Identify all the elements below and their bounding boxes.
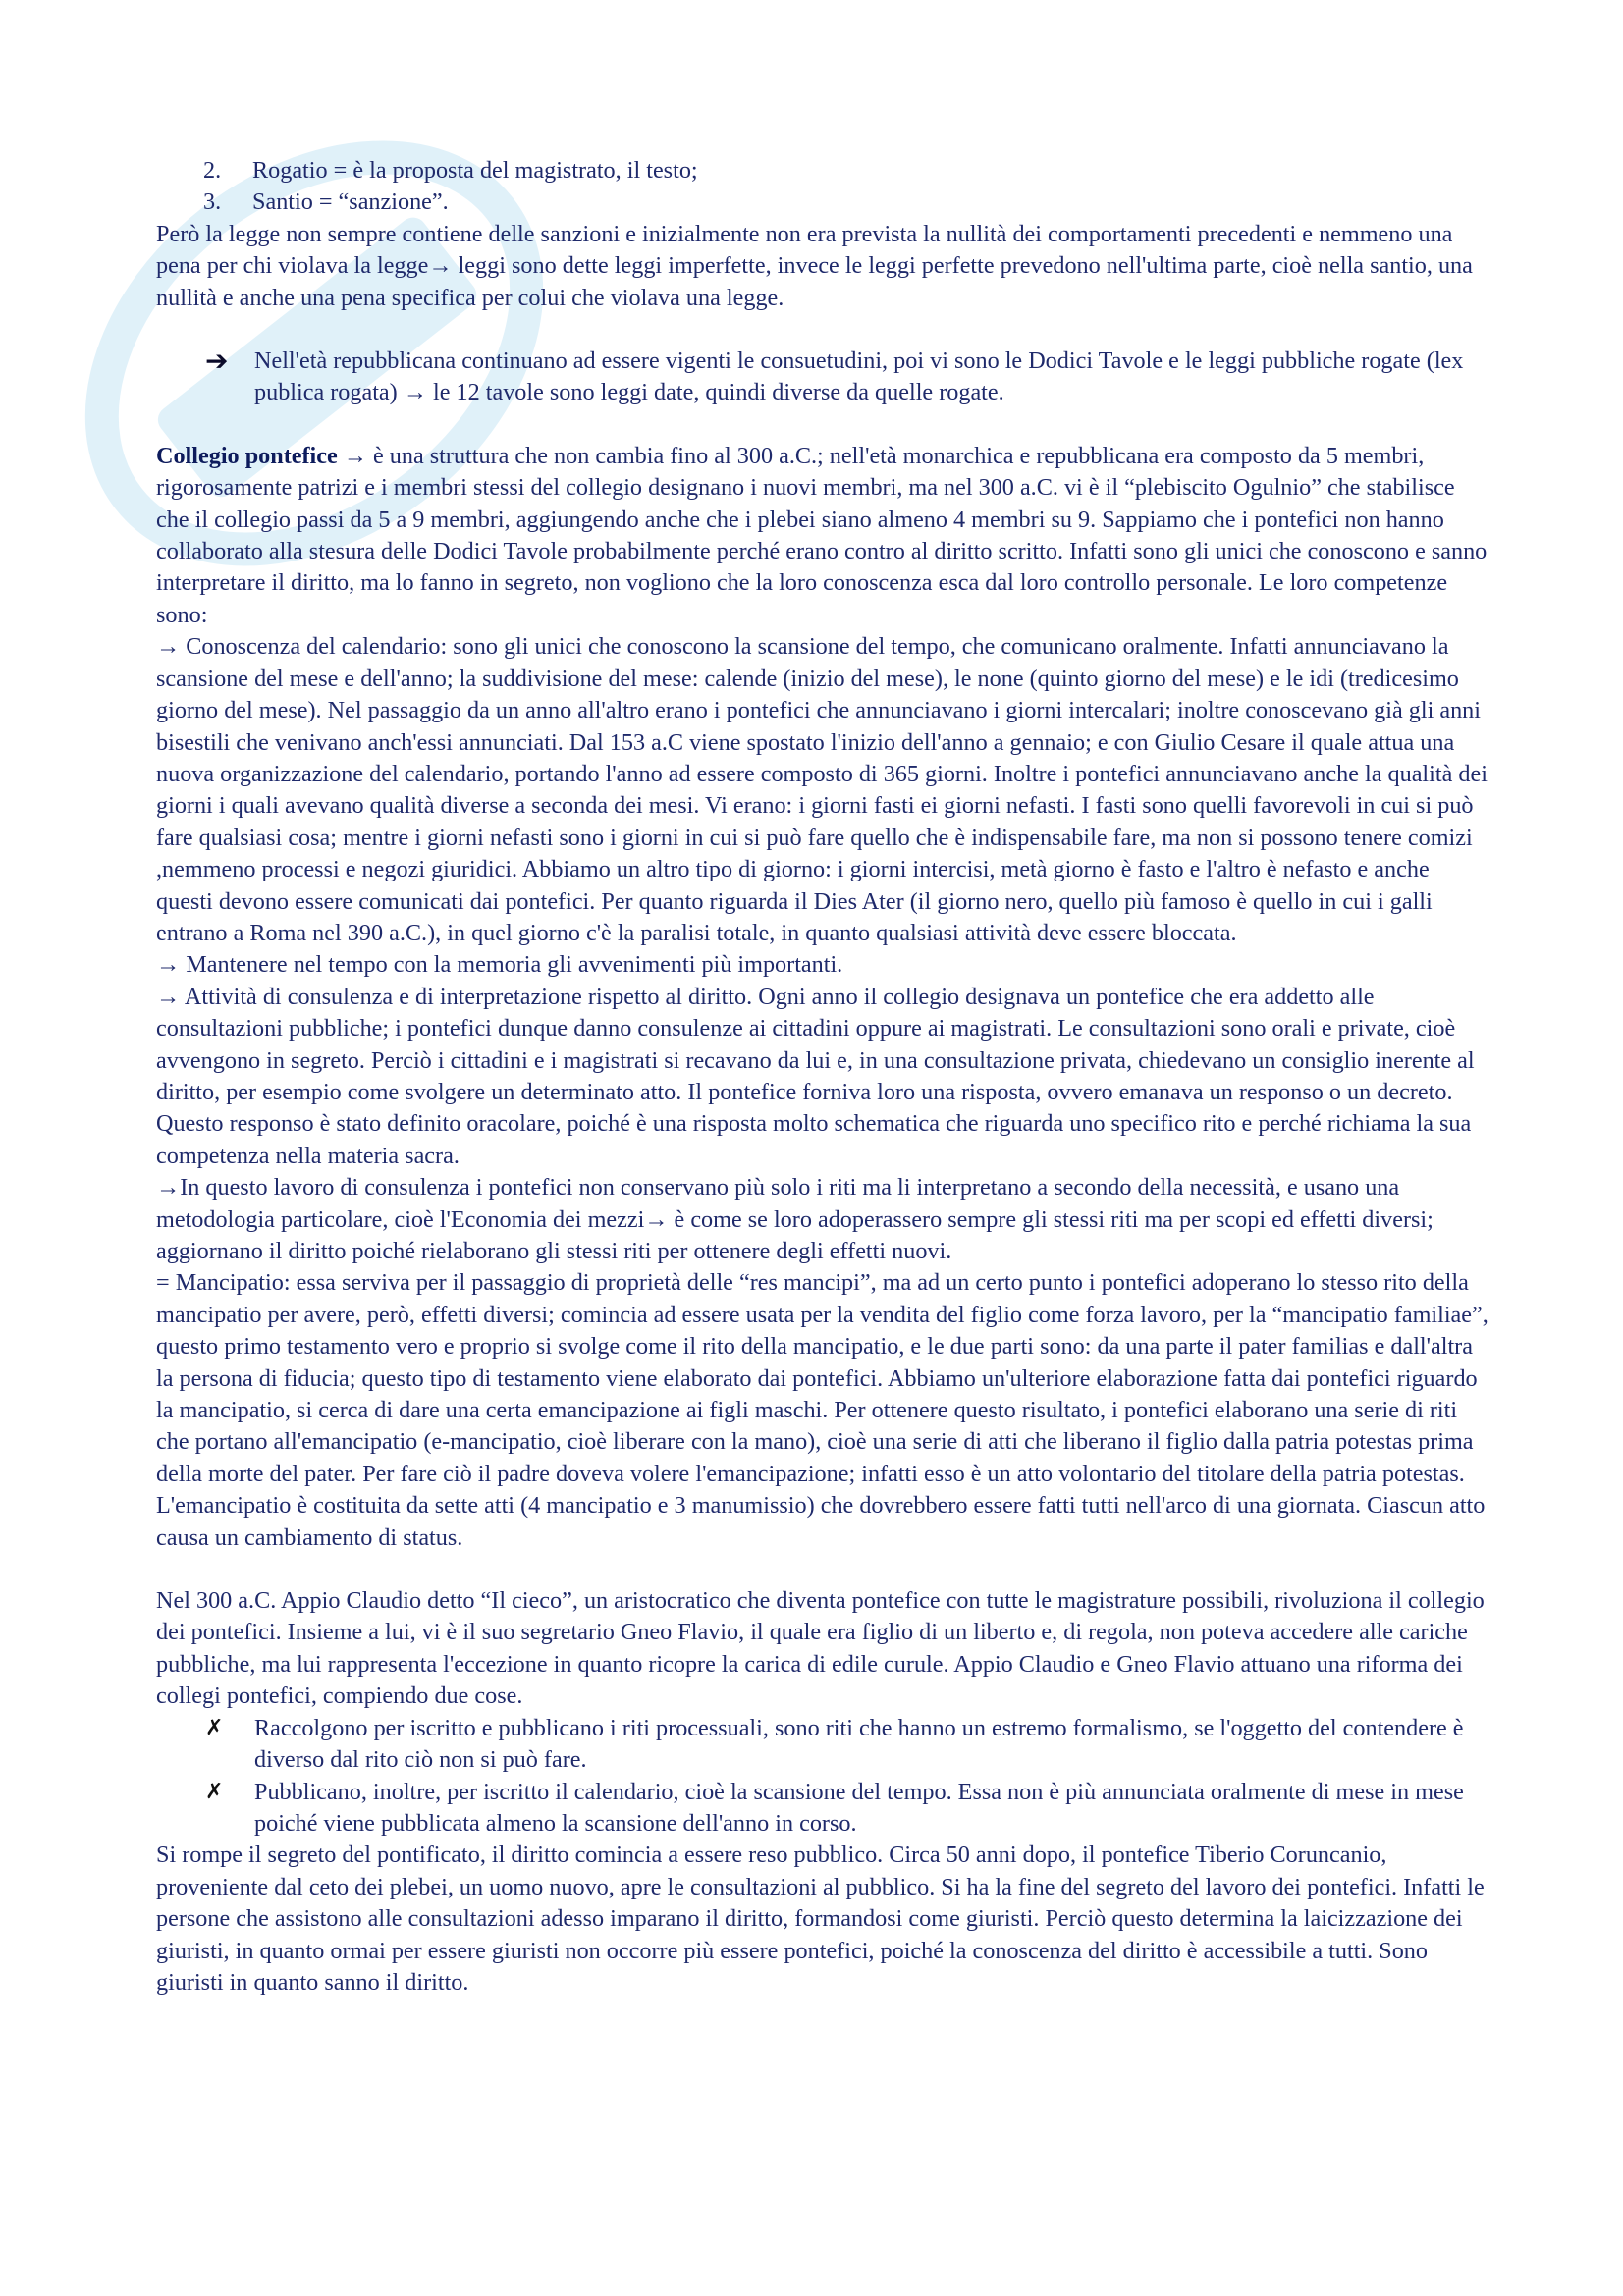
list-number: 3.: [203, 188, 222, 216]
x-bullet-text: Pubblicano, inoltre, per iscritto il calendario, cioè la scansione del tempo. Essa non è più annunciata oralmente di mese in mese poiché viene pubblicata almeno la scansione dell'anno in corso.: [254, 1778, 1464, 1837]
list-item: [156, 187, 1491, 218]
arrow-bullet-item: [205, 346, 1491, 409]
paragraph-memoria: → Mantenere nel tempo con la memoria gli avvenimenti più importanti.: [156, 951, 843, 979]
cross-mark-icon: ✗: [205, 1715, 224, 1740]
x-bullet-item: [205, 1713, 1491, 1777]
document-body: [156, 155, 1491, 1999]
list-text: Rogatio = è la proposta del magistrato, il testo;: [252, 157, 698, 184]
list-item: [156, 155, 1491, 187]
paragraph-leggi: Però la legge non sempre contiene delle sanzioni e inizialmente non era prevista la nullità dei comportamenti precedenti e nemmeno una pena per chi violava la legge→ leggi sono dette leggi imperfette, invece le leggi perfette prevedono nell'ultima parte, cioè nella santio, una nullità e anche una pena specifica per colui che violava una legge.: [156, 220, 1473, 311]
paragraph-collegio: [156, 441, 1491, 631]
paragraph-final: Si rompe il segreto del pontificato, il diritto comincia a essere reso pubblico. Circa 50 anni dopo, il pontefice Tiberio Coruncanio, proveniente dal ceto dei plebei, un uomo nuovo, apre le consultazioni al pubblico. Si ha la fine del segreto del lavoro dei pontefici. Infatti le persone che assistono alle consultazioni adesso imparano il diritto, formandosi come giuristi. Perciò questo determina la laicizzazione dei giuristi, in quanto ormai per essere giuristi non occorre più essere pontefici, poiché la conoscenza del diritto è accessibile a tutti. Sono giuristi in quanto sanno il diritto.: [156, 1842, 1485, 1996]
x-bullet-text: Raccolgono per iscritto e pubblicano i riti processuali, sono riti che hanno un estremo formalismo, se l'oggetto del contendere è diverso dal rito ciò non si può fare.: [254, 1714, 1464, 1774]
section-term: Collegio pontefice: [156, 442, 338, 469]
paragraph-appio: Nel 300 a.C. Appio Claudio detto “Il cieco”, un aristocratico che diventa pontefice con tutte le magistrature possibili, rivoluziona il collegio dei pontefici. Insieme a lui, vi è il suo segretario Gneo Flavio, il quale era figlio di un liberto e, di regola, non poteva accedere alle cariche pubbliche, ma lui rappresenta l'eccezione in quanto ricopre la carica di edile curule. Appio Claudio e Gneo Flavio attuano una riforma dei collegi pontefici, compiendo due cose.: [156, 1587, 1485, 1710]
arrow-bullet-text: Nell'età repubblicana continuano ad essere vigenti le consuetudini, poi vi sono le Dodici Tavole e le leggi pubbliche rogate (lex publica rogata) → le 12 tavole sono leggi date, quindi diverse da quelle rogate.: [254, 347, 1464, 406]
paragraph-calendario: → Conoscenza del calendario: sono gli unici che conoscono la scansione del tempo, che comunicano oralmente. Infatti annunciavano la scansione del mese e dell'anno; la suddivisione del mese: calende (inizio del mese), le none (quinto giorno del mese) e le idi (tredicesimo giorno del mese). Nel passaggio da un anno all'altro erano i pontefici che annunciavano i giorni intercalari; inoltre conoscevano già gli anni bisestili che venivano anch'essi annunciati. Dal 153 a.C viene spostato l'inizio dell'anno a gennaio; e con Giulio Cesare il quale attua una nuova organizzazione del calendario, portando l'anno ad essere composto di 365 giorni. Inoltre i pontefici annunciavano anche la qualità dei giorni i quali avevano qualità diverse a seconda dei mesi. Vi erano: i giorni fasti ei giorni nefasti. I fasti sono quelli favorevoli in cui si può fare qualsiasi cosa; mentre i giorni nefasti sono i giorni in cui si può fare quello che è indispensabile fare, ma non si possono tenere comizi ,nemmeno processi e negozi giuridici. Abbiamo un altro tipo di giorno: i giorni intercisi, metà giorno è fasto e l'altro è nefasto e anche questi devono essere comunicati dai pontefici. Per quanto riguarda il Dies Ater (il giorno nero, quello più famoso è quello in cui i galli entrano a Roma nel 390 a.C.), in quel giorno c'è la paralisi totale, in quanto qualsiasi attività deve essere bloccata.: [156, 633, 1488, 946]
paragraph-lavoro: →In questo lavoro di consulenza i pontefici non conservano più solo i riti ma li interpretano a secondo della necessità, e usano una metodologia particolare, cioè l'Economia dei mezzi→ è come se loro adoperassero sempre gli stessi riti ma per scopi ed effetti diversi; aggiornano il diritto poiché rielaborano gli stessi riti per ottenere degli effetti nuovi.: [156, 1174, 1434, 1264]
collegio-intro: → è una struttura che non cambia fino al 300 a.C.; nell'età monarchica e repubblicana era composto da 5 membri, rigorosamente patrizi e i membri stessi del collegio designano i nuovi membri, ma nel 300 a.C. vi è il “plebiscito Ogulnio” che stabilisce che il collegio passi da 5 a 9 membri, aggiungendo anche che i plebei siano almeno 4 membri su 9. Sappiamo che i pontefici non hanno collaborato alla stesura delle Dodici Tavole probabilmente perché erano contro al diritto scritto. Infatti sono gli unici che conoscono e sanno interpretare il diritto, ma lo fanno in segreto, non vogliono che la loro conoscenza esca dal loro controllo personale. Le loro competenze sono:: [156, 442, 1488, 628]
numbered-list: [156, 155, 1491, 219]
list-text: Santio = “sanzione”.: [252, 188, 449, 216]
paragraph-consulenza: → Attività di consulenza e di interpretazione rispetto al diritto. Ogni anno il collegio designava un pontefice che era addetto alle consultazioni pubbliche; i pontefici dunque danno consulenze ai cittadini oppure ai magistrati. Le consultazioni sono orali e private, cioè avvengono in segreto. Perciò i cittadini e i magistrati si recavano da lui e, in una consultazione privata, chiedevano un consiglio inerente al diritto, per esempio come svolgere un determinato atto. Il pontefice forniva loro una risposta, ovvero emanava un responso o un decreto. Questo responso è stato definito oracolare, poiché è una risposta molto schematica che riguarda uno specifico rito e perché richiama la sua competenza nella materia sacra.: [156, 983, 1475, 1169]
x-bullet-item: [205, 1777, 1491, 1841]
arrow-right-icon: ➔: [205, 345, 229, 378]
paragraph-mancipatio: = Mancipatio: essa serviva per il passaggio di proprietà delle “res mancipi”, ma ad un certo punto i pontefici adoperano lo stesso rito della mancipatio per avere, però, effetti diversi; comincia ad essere usata per la vendita del figlio come forza lavoro, per la “mancipatio familiae”, questo primo testamento vero e proprio si svolge come il rito della mancipatio, e le due parti sono: da una parte il pater familias e dall'altra la persona di fiducia; questo tipo di testamento viene elaborato dai pontefici. Abbiamo un'ulteriore elaborazione fatta dai pontefici riguardo la mancipatio, si cerca di dare una certa emancipazione ai figli maschi. Per ottenere questo risultato, i pontefici elaborano una serie di riti che portano all'emancipatio (e-mancipatio, cioè liberare con la mano), cioè una serie di atti che liberano il figlio dalla patria potestas prima della morte del pater. Per fare ciò il padre doveva volere l'emancipazione; infatti esso è un atto volontario del titolare della patria potestas. L'emancipatio è costituita da sette atti (4 mancipatio e 3 manumissio) che dovrebbero essere fatti tutti nell'arco di una giornata. Ciascun atto causa un cambiamento di status.: [156, 1269, 1488, 1551]
list-number: 2.: [203, 157, 222, 184]
cross-mark-icon: ✗: [205, 1779, 224, 1804]
